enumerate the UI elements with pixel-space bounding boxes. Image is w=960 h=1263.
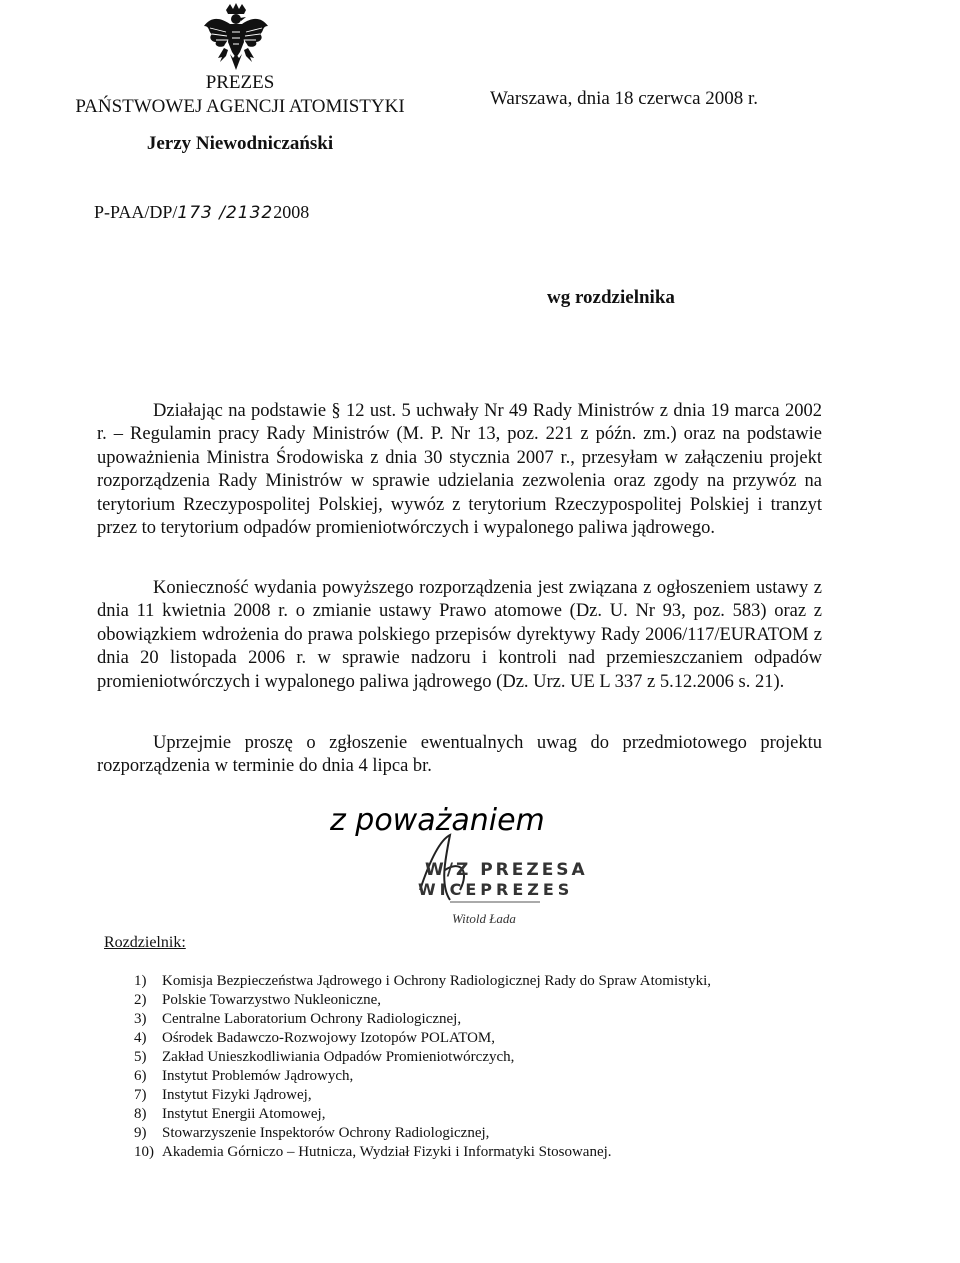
body-paragraph-2: Konieczność wydania powyższego rozporządzenia jest związana z ogłoszeniem ustawy z dnia 11 kwietnia 2008 r. o zmianie ustawy Prawo atomowe (Dz. U. Nr 93, poz. 583) oraz z obowiązkiem wdrożenia do prawa polskiego przepisów dyrektywy Rady 2006/117/EURATOM z dnia 20 listopada 2006 r. w sprawie nadzoru i kontroli nad przemieszczaniem odpadów promieniotwórczych i wypalonego paliwa jądrowego (Dz. Urz. UE L 337 z 5.12.2006 s. 21). xyxy=(97,578,822,692)
reference-number xyxy=(94,202,309,223)
letter-date: Warszawa, dnia 18 czerwca 2008 r. xyxy=(490,88,759,109)
list-item: 5) Zakład Unieszkodliwiania Odpadów Promieniotwórczych, xyxy=(134,1049,515,1065)
distribution-list xyxy=(134,972,711,1162)
signature-closing: z poważaniem xyxy=(330,803,545,838)
reference-handwritten: 173 /2132 xyxy=(177,203,274,223)
reference-prefix: P-PAA/DP/ xyxy=(94,202,178,222)
list-item: 8) Instytut Energii Atomowej, xyxy=(134,1106,326,1122)
reference-suffix: 2008 xyxy=(273,202,310,222)
polish-eagle-emblem-icon xyxy=(200,2,272,74)
sender-name: Jerzy Niewodniczański xyxy=(146,133,334,154)
stamp-line-1: W/Z PREZESA xyxy=(425,860,588,880)
stamp-name: Witold Łada xyxy=(452,911,516,926)
signature-block xyxy=(300,790,640,940)
distribution-title: Rozdzielnik: xyxy=(104,934,186,951)
list-item: 9) Stowarzyszenie Inspektorów Ochrony Radiologicznej, xyxy=(134,1125,490,1141)
list-item: 3) Centralne Laboratorium Ochrony Radiologicznej, xyxy=(134,1011,462,1027)
list-item: 2) Polskie Towarzystwo Nukleoniczne, xyxy=(134,992,382,1008)
list-item: 7) Instytut Fizyki Jądrowej, xyxy=(134,1087,312,1103)
sender-title: PREZES xyxy=(205,72,275,93)
list-item: 6) Instytut Problemów Jądrowych, xyxy=(134,1068,354,1084)
stamp-line-2: WICEPREZES xyxy=(418,880,574,899)
body-paragraph-1: Działając na podstawie § 12 ust. 5 uchwały Nr 49 Rady Ministrów z dnia 19 marca 2002 r. – Regulamin pracy Rady Ministrów (M. P. Nr 13, poz. 221 z późn. zm.) oraz na podstawie upoważnienia Ministra Środowiska z dnia 30 stycznia 2007 r., przesyłam w załączeniu projekt rozporządzenia Rady Ministrów w sprawie udzielania zezwolenia oraz zgody na przywóz na terytorium Rzeczypospolitej Polskiej, wywóz z terytorium Rzeczypospolitej Polskiej i tranzyt przez to terytorium odpadów promieniotwórczych i wypalonego paliwa jądrowego. xyxy=(97,401,822,539)
sender-agency: PAŃSTWOWEJ AGENCJI ATOMISTYKI xyxy=(75,96,405,117)
list-item: 1) Komisja Bezpieczeństwa Jądrowego i Ochrony Radiologicznej Rady do Spraw Atomistyki, xyxy=(134,973,712,989)
list-item: 10) Akademia Górniczo – Hutnicza, Wydział Fizyki i Informatyki Stosowanej. xyxy=(134,1144,612,1160)
body-paragraph-3: Uprzejmie proszę o zgłoszenie ewentualnych uwag do przedmiotowego projektu rozporządzenia w terminie do dnia 4 lipca br. xyxy=(97,733,822,777)
addressee: wg rozdzielnika xyxy=(547,287,675,308)
list-item: 4) Ośrodek Badawczo-Rozwojowy Izotopów POLATOM, xyxy=(134,1030,496,1046)
